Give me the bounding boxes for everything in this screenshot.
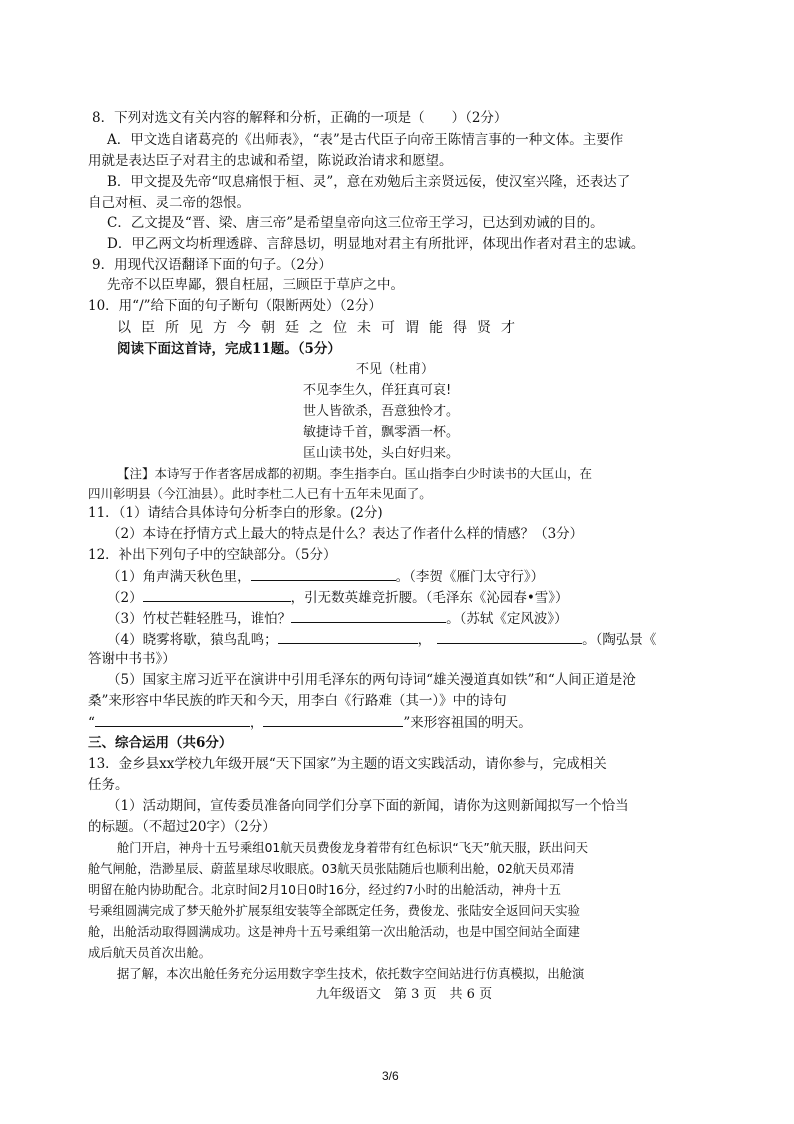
q12-item2 — [107, 587, 569, 608]
q12-item5-open-quote: “ — [88, 715, 95, 731]
q12-item3-source: 。（苏轼《定风波》） — [446, 611, 568, 627]
news-line-2: 舱气闸舱，浩渺星辰、蔚蓝星球尽收眼底。03航天员张陆随后也顺利出舱，02航天员邓清 — [88, 862, 575, 876]
q13-stem-line2: 任务。 — [88, 777, 129, 793]
poem-note-line2: 四川彰明县（今江油县）。此时李杜二人已有十五年未见面了。 — [88, 486, 432, 501]
news-line-1: 舱门开启，神舟十五号乘组01航天员费俊龙身着带有红色标识“飞天”航天服，跃出问天 — [117, 841, 589, 855]
q8-option-a-line2: 用就是表达臣子对君主的忠诚和希望，陈说政治请求和愿望。 — [88, 153, 453, 169]
q13-sub1-line1: （1）活动期间，宣传委员准备向同学们分享下面的新闻，请你为这则新闻拟写一个恰当 — [107, 798, 629, 814]
poem-line-2: 世人皆欲杀，吾意独怜才。 — [303, 404, 460, 419]
q9-stem: 9．用现代汉语翻译下面的句子。（2分） — [92, 257, 332, 273]
poem-line-4: 匡山读书处，头白好归来。 — [303, 446, 460, 461]
q8-option-c: C．乙文提及“晋、梁、唐三帝”是希望皇帝向这三位帝王学习，已达到劝诫的目的。 — [107, 215, 604, 231]
news-line-7: 据了解，本次出舱任务充分运用数字孪生技术，依托数字空间站进行仿真模拟，出舱演 — [117, 967, 585, 981]
q12-item2-rest: ，引无数英雄竞折腰。（毛泽东《沁园春•雪》） — [290, 590, 569, 606]
q12-item1-blank[interactable] — [251, 566, 396, 581]
q12-item4-comma: ， — [417, 632, 432, 648]
q12-item5-line1: （5）国家主席习近平在演讲中引用毛泽东的两句诗词“雄关漫道真如铁”和“人间正道是沧 — [107, 672, 636, 688]
q12-item1 — [107, 566, 544, 587]
q12-item4-blank-1[interactable] — [278, 629, 418, 644]
q8-stem: 8．下列对选文有关内容的解释和分析，正确的一项是（ ）（2分） — [92, 110, 508, 126]
section3-heading: 三、综合运用（共6分） — [88, 735, 233, 751]
q12-item2-blank[interactable] — [143, 587, 291, 602]
q12-item4-prompt: （4）晓雾将歇，猿鸟乱鸣； — [107, 632, 278, 648]
q12-item1-prompt: （1）角声满天秋色里， — [107, 569, 251, 585]
q12-item4-blank-2[interactable] — [437, 629, 582, 644]
reading-heading: 阅读下面这首诗，完成11题。（5分） — [117, 341, 341, 357]
q12-item1-source: 。（李贺《雁门太守行》） — [395, 569, 545, 585]
q10-stem: 10．用“/”给下面的句子断句（限断两处）（2分） — [88, 298, 382, 314]
q13-stem-line1: 13．金乡县xx学校九年级开展“天下国家”为主题的语文实践活动，请你参与，完成相关 — [88, 756, 607, 772]
q12-item5-blank-2[interactable] — [263, 712, 403, 727]
q12-item3-prompt: （3）竹杖芒鞋轻胜马，谁怕？ — [107, 611, 292, 627]
q12-item5-close: ”来形容祖国的明天。 — [403, 715, 532, 731]
q8-option-b-line1: B．甲文提及先帝“叹息痛恨于桓、灵”，意在劝勉后主亲贤远佞，使汉室兴隆，还表达了 — [107, 174, 631, 190]
q12-item2-prefix: （2） — [107, 590, 143, 606]
poem-note-line1: 【注】本诗写于作者客居成都的初期。李生指李白。匡山指李白少时读书的大匡山，在 — [117, 466, 593, 481]
q10-sentence: 以臣所见方今朝廷之位未可谓能得贤才 — [117, 320, 525, 336]
news-line-3: 明留在舱内协助配合。北京时间2月10日0时16分，经过约7小时的出舱活动，神舟十五 — [88, 883, 561, 897]
poem-title: 不见（杜甫） — [356, 362, 435, 377]
q12-item3 — [107, 608, 568, 629]
q12-item5-comma: ， — [249, 715, 264, 731]
page-number: 3/6 — [382, 1069, 399, 1083]
q8-option-b-line2: 自己对桓、灵二帝的怨恨。 — [88, 195, 250, 211]
q11-sub2: （2）本诗在抒情方式上最大的特点是什么？表达了作者什么样的情感？（3分） — [107, 526, 584, 542]
q12-item3-blank[interactable] — [291, 608, 446, 623]
q12-item5-blank-1[interactable] — [95, 712, 250, 727]
q9-sentence: 先帝不以臣卑鄙，猥自枉屈，三顾臣于草庐之中。 — [107, 277, 404, 293]
q11-stem: 11．（1）请结合具体诗句分析李白的形象。(2分) — [88, 505, 383, 521]
q13-sub1-line2: 的标题。（不超过20字）（2分） — [88, 819, 276, 835]
q8-option-d: D．甲乙两文均析理透辟、言辞恳切，明显地对君主有所批评，体现出作者对君主的忠诚。 — [107, 236, 645, 252]
poem-line-1: 不见李生久，佯狂真可哀! — [303, 383, 452, 398]
q12-stem: 12．补出下列句子中的空缺部分。（5分） — [88, 547, 337, 563]
q8-option-a-line1: A．甲文选自诸葛亮的《出师表》，“表”是古代臣子向帝王陈情言事的一种文体。主要作 — [107, 132, 624, 148]
q12-item4-source: 。（陶弘景《 — [582, 632, 657, 648]
poem-line-3: 敏捷诗千首，飘零酒一杯。 — [303, 425, 460, 440]
news-line-5: 舱，出舱活动取得圆满成功。这是神舟十五号乘组第一次出舱活动，也是中国空间站全面建 — [88, 925, 580, 939]
q12-item5-line3 — [88, 712, 532, 733]
q12-item4-source-cont: 答谢中书书》） — [88, 651, 176, 667]
q12-item5-line2: 桑”来形容中华民族的昨天和今天，用李白《行路难（其一）》中的诗句 — [88, 693, 507, 709]
page-footer: 九年级语文 第 3 页 共 6 页 — [316, 987, 493, 1002]
q12-item4 — [107, 629, 656, 650]
news-line-4: 号乘组圆满完成了梦天舱外扩展泵组安装等全部既定任务，费俊龙、张陆安全返回问天实验 — [88, 904, 580, 918]
news-line-6: 成后航天员首次出舱。 — [88, 946, 211, 960]
